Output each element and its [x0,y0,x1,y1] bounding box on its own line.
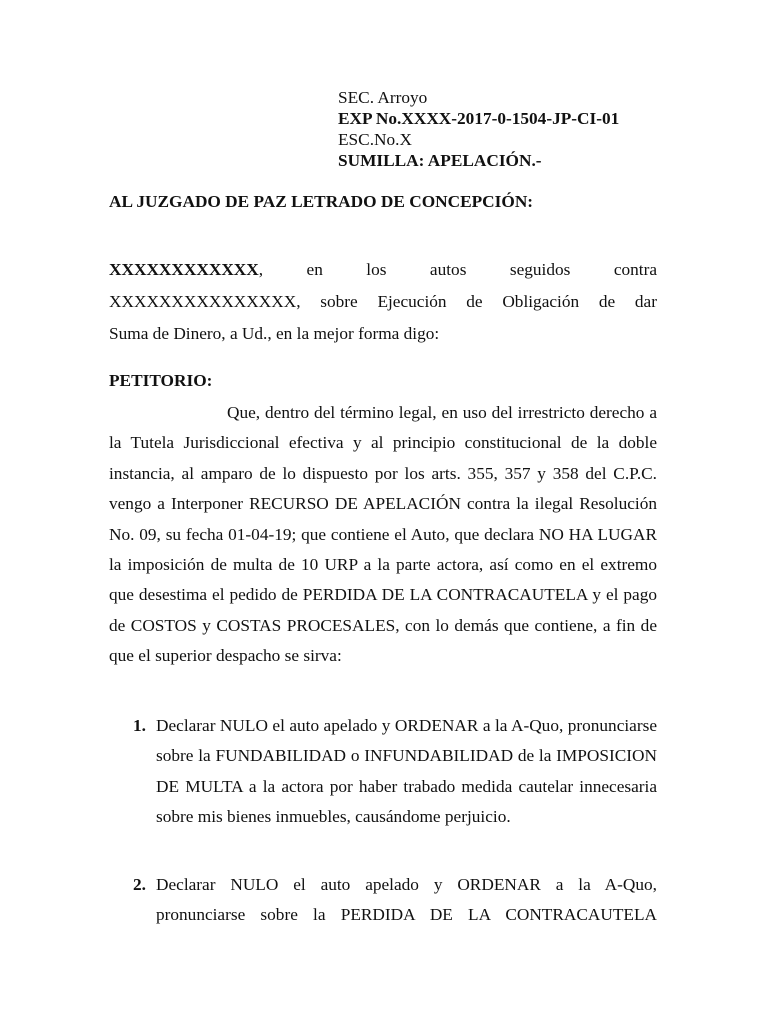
petitorio-heading: PETITORIO: [109,371,213,390]
list-item-number: 2. [133,875,146,894]
intro-paragraph [109,254,657,350]
petitorio-body: Que, dentro del término legal, en uso del irrestricto derecho a la Tutela Jurisdiccional efectiva y al principio constitucional de la doble instancia, al amparo de lo dispuesto por los arts. 355, 357 y 358 del C.P.C. vengo a Interponer RECURSO DE APELACIÓN contra la ilegal Resolución No. 09, su fecha 01-04-19; que contiene el Auto, que declara NO HA LUGAR la imposición de multa de 10 URP a la parte actora, así como en el extremo que desestima el pedido de PERDIDA DE LA CONTRACAUTELA y el pago de COSTOS y COSTAS PROCESALES, con lo demás que contiene, a fin de que el superior despacho se sirva: [109,403,657,666]
list-item-number: 1. [133,716,146,735]
list-item-text: Declarar NULO el auto apelado y ORDENAR a la A-Quo, pronunciarse sobre la FUNDABILIDAD o INFUNDABILIDAD de la IMPOSICION DE MULTA a la actora por haber trabado medida cautelar innecesaria sobre mis bienes inmuebles, causándome perjuicio. [156,716,657,827]
intro-line-3: Suma de Dinero, a Ud., en la mejor forma digo: [109,324,440,343]
petitorio-paragraph [109,398,657,672]
secretary-line: SEC. Arroyo [338,88,428,107]
list-item-text [156,870,657,931]
writ-number: ESC.No.X [338,130,412,149]
petitioner-name: XXXXXXXXXXXX [109,260,259,279]
court-address: AL JUZGADO DE PAZ LETRADO DE CONCEPCIÓN: [109,192,534,211]
list-item [133,870,657,931]
list-item-line: Declarar NULO el auto apelado y ORDENAR a la A-Quo, [156,875,657,894]
list-item [133,711,657,833]
list-item-line: pronunciarse sobre la PERDIDA DE LA CONTRACAUTELA [156,905,657,925]
summary-line: SUMILLA: APELACIÓN.- [338,151,542,170]
document-header [338,87,619,171]
intro-line-1 [109,254,657,286]
intro-line-2: XXXXXXXXXXXXXXX, sobre Ejecución de Obligación de dar [109,292,657,311]
intro-line-1-rest: , en los autos seguidos contra [258,260,657,279]
case-number: EXP No.XXXX-2017-0-1504-JP-CI-01 [338,109,620,128]
